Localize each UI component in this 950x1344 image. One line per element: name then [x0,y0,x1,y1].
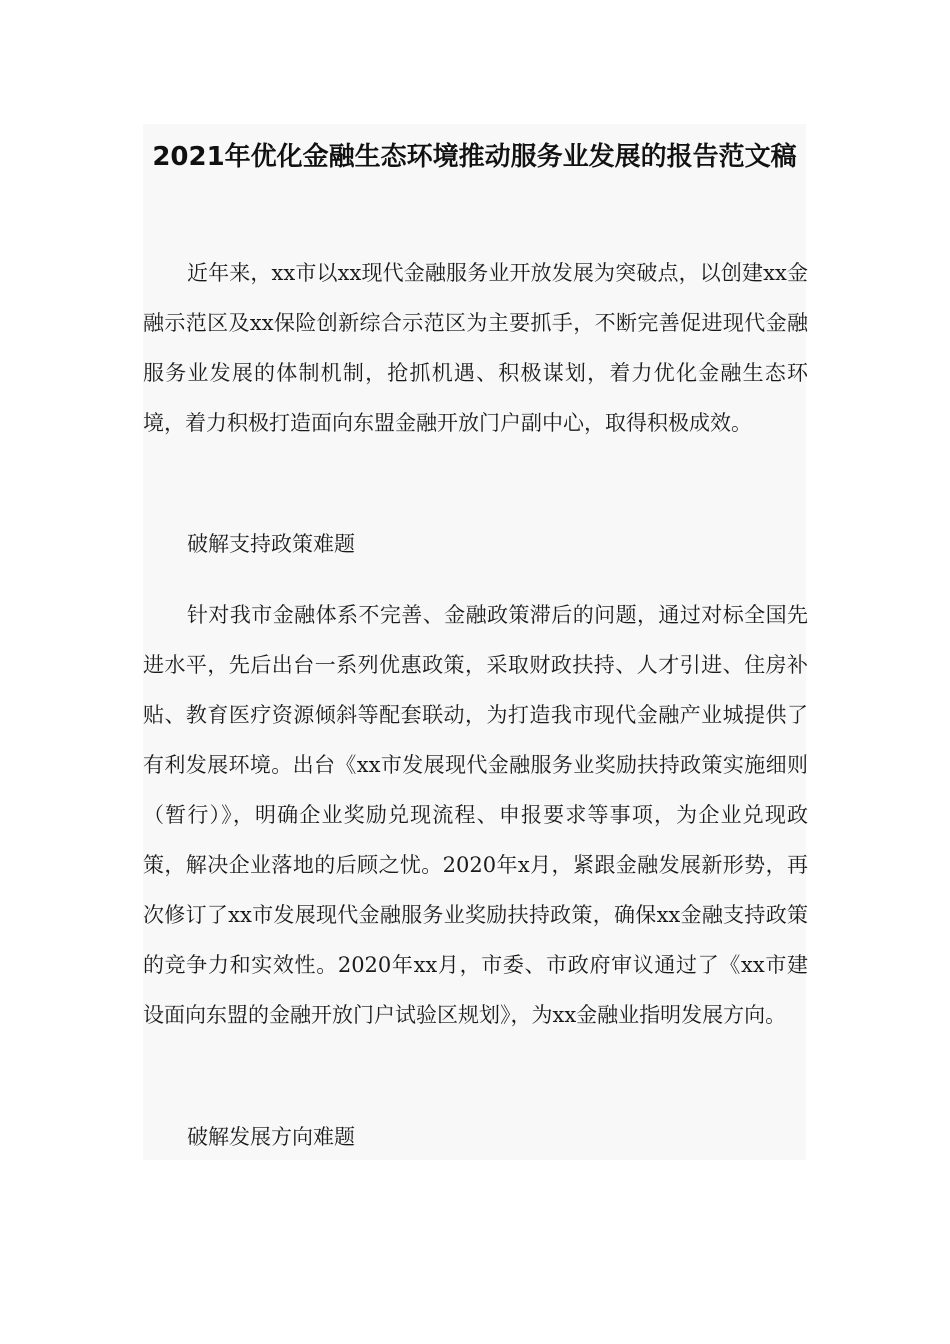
section-heading-policy: 破解支持政策难题 [187,532,355,556]
document-title: 2021年优化金融生态环境推动服务业发展的报告范文稿 [152,142,797,172]
body-paragraph-intro: 近年来，xx市以xx现代金融服务业开放发展为突破点，以创建xx金融示范区及xx保险创新综合示范区为主要抓手，不断完善促进现代金融服务业发展的体制机制，抢抓机遇、积极谋划，着力优化金融生态环境，着力积极打造面向东盟金融开放门户副中心，取得积极成效。 [143,261,808,435]
section-heading-direction: 破解发展方向难题 [187,1125,355,1149]
body-paragraph-policy: 针对我市金融体系不完善、金融政策滞后的问题，通过对标全国先进水平，先后出台一系列优惠政策，采取财政扶持、人才引进、住房补贴、教育医疗资源倾斜等配套联动，为打造我市现代金融产业城提供了有利发展环境。出台《xx市发展现代金融服务业奖励扶持政策实施细则（暂行）》，明确企业奖励兑现流程、申报要求等事项，为企业兑现政策，解决企业落地的后顾之忧。2020年x月，紧跟金融发展新形势，再次修订了xx市发展现代金融服务业奖励扶持政策，确保xx金融支持政策的竞争力和实效性。2020年xx月，市委、市政府审议通过了《xx市建设面向东盟的金融开放门户试验区规划》，为xx金融业指明发展方向。 [143,603,808,1027]
document-page [143,124,806,1160]
